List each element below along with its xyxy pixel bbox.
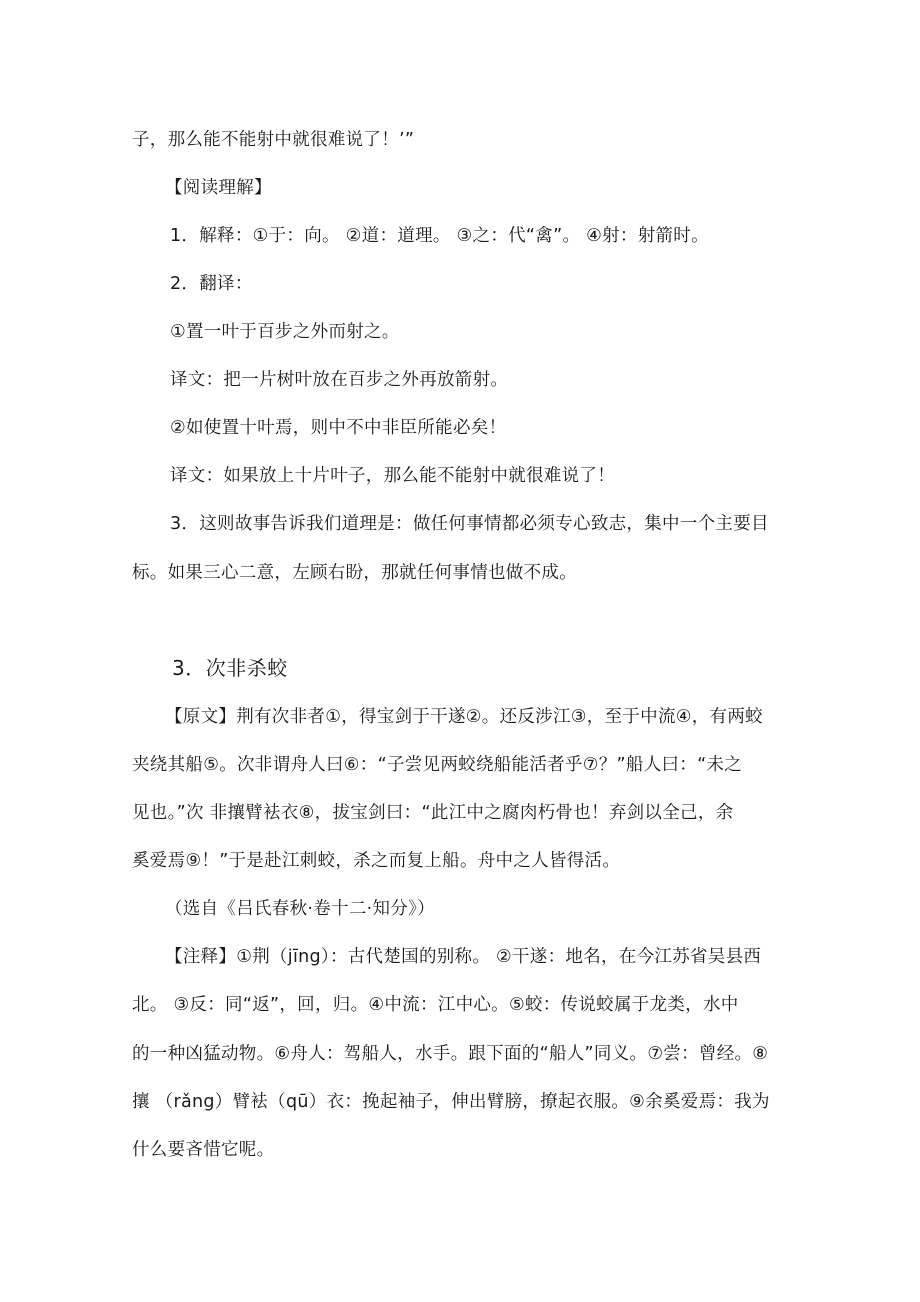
question-1-explanation: 1．解释：①于：向。 ②道：道理。 ③之：代“禽”。 ④射：射箭时。 xyxy=(170,226,709,246)
question-3-line-2: 标。如果三心二意，左顾右盼，那就任何事情也做不成。 xyxy=(132,563,577,583)
original-text-line-1: 【原文】荆有次非者①，得宝剑于干遂②。还反涉江③，至于中流④，有两蛟 xyxy=(165,707,763,727)
notes-line-4: 攘 （rǎng）臂袪（qū）衣：挽起袖子，伸出臂膀，撩起衣服。⑨余奚爱焉：我为 xyxy=(132,1092,770,1112)
question-2-translation-1: 译文：把一片树叶放在百步之外再放箭射。 xyxy=(170,370,509,390)
notes-line-2: 北。 ③反：同“返”，回，归。④中流：江中心。⑤蛟：传说蛟属于龙类，水中 xyxy=(132,995,739,1015)
notes-line-3: 的一种凶猛动物。⑥舟人：驾船人，水手。跟下面的“船人”同义。⑦尝：曾经。⑧ xyxy=(132,1044,769,1064)
question-2-sentence-1: ①置一叶于百步之外而射之。 xyxy=(170,322,400,342)
original-text-line-4: 奚爱焉⑨！”于是赴江刺蛟，杀之而复上船。舟中之人皆得活。 xyxy=(132,851,621,871)
question-2-label: 2．翻译： xyxy=(170,274,253,294)
original-text-line-3: 见也。”次 非攘臂袪衣⑧，拔宝剑曰：“此江中之腐肉朽骨也！弃剑以全己，余 xyxy=(132,803,734,823)
text-line-continuation: 子，那么能不能射中就很难说了！’” xyxy=(132,130,415,150)
story-title: 3．次非杀蛟 xyxy=(172,656,288,680)
notes-line-5: 什么要吝惜它呢。 xyxy=(132,1140,275,1160)
notes-line-1: 【注释】①荆（jīng）：古代楚国的别称。 ②干遂：地名，在今江苏省吴县西 xyxy=(165,947,762,967)
section-heading-reading: 【阅读理解】 xyxy=(165,178,272,198)
original-text-line-2: 夹绕其船⑤。次非谓舟人曰⑥：“子尝见两蛟绕船能活者乎⑦？”船人曰：“未之 xyxy=(132,755,743,775)
source-citation: （选自《吕氏春秋·卷十二·知分》） xyxy=(165,899,435,919)
question-2-translation-2: 译文：如果放上十片叶子，那么能不能射中就很难说了！ xyxy=(170,466,615,486)
question-3-line-1: 3．这则故事告诉我们道理是：做任何事情都必须专心致志，集中一个主要目 xyxy=(170,514,769,534)
question-2-sentence-2: ②如使置十叶焉，则中不中非臣所能必矣！ xyxy=(170,418,507,438)
